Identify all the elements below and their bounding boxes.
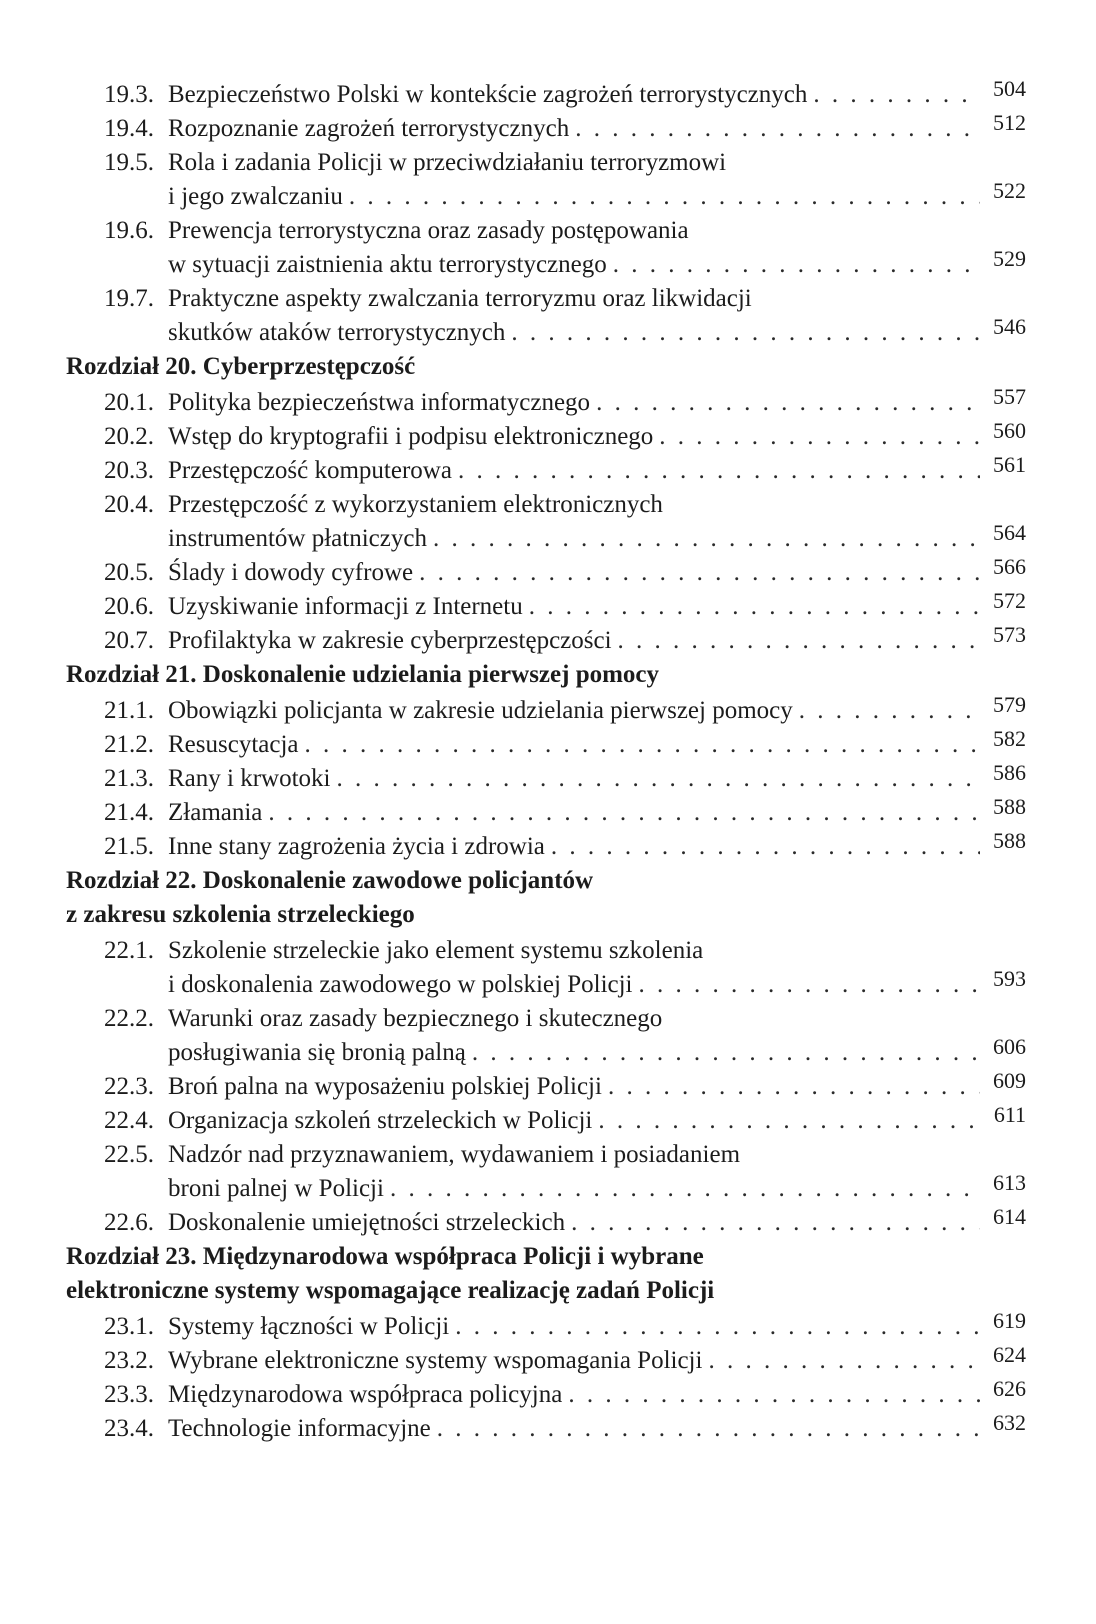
entry-number: 21.4. bbox=[104, 799, 154, 826]
toc-entry bbox=[66, 112, 1026, 146]
dot-leader bbox=[639, 968, 980, 1002]
entry-number: 20.2. bbox=[104, 423, 154, 450]
entry-number: 19.3. bbox=[104, 81, 154, 108]
entry-title-line: Przestępczość komputerowa bbox=[168, 457, 452, 484]
entry-title-line: w sytuacji zaistnienia aktu terrorystycznego bbox=[168, 251, 607, 278]
dot-leader bbox=[551, 830, 980, 864]
page-number: 586 bbox=[993, 760, 1026, 785]
chapter-heading bbox=[66, 864, 1026, 932]
table-of-contents bbox=[66, 78, 1026, 1446]
entry-title-row bbox=[168, 624, 1026, 658]
entry-number: 21.2. bbox=[104, 731, 154, 758]
toc-entry bbox=[66, 78, 1026, 112]
toc-section bbox=[66, 350, 1026, 658]
toc-entry bbox=[66, 386, 1026, 420]
entry-title-row bbox=[168, 590, 1026, 624]
chapter-heading-line: Rozdział 23. Międzynarodowa współpraca Policji i wybrane bbox=[66, 1243, 704, 1270]
entry-title-row bbox=[168, 830, 1026, 864]
entry-body bbox=[168, 1104, 1026, 1138]
entry-body bbox=[168, 590, 1026, 624]
entry-title-line: Resuscytacja bbox=[168, 731, 299, 758]
entry-body bbox=[168, 934, 1026, 1002]
entry-title-line: Warunki oraz zasady bezpiecznego i skutecznego bbox=[168, 1005, 663, 1032]
entry-title-row bbox=[168, 1036, 1026, 1070]
dot-leader bbox=[613, 248, 980, 282]
entry-body bbox=[168, 282, 1026, 350]
entry-body bbox=[168, 728, 1026, 762]
entry-title-row bbox=[168, 1172, 1026, 1206]
entry-title-row bbox=[168, 1310, 1026, 1344]
dot-leader bbox=[433, 522, 980, 556]
dot-leader bbox=[598, 1104, 980, 1138]
entry-title-line: Szkolenie strzeleckie jako element systemu szkolenia bbox=[168, 937, 704, 964]
dot-leader bbox=[596, 386, 980, 420]
entry-title-line: posługiwania się bronią palną bbox=[168, 1039, 466, 1066]
dot-leader bbox=[455, 1310, 980, 1344]
dot-leader bbox=[575, 112, 980, 146]
page-number: 588 bbox=[993, 828, 1026, 853]
toc-entry bbox=[66, 796, 1026, 830]
entry-body bbox=[168, 796, 1026, 830]
page-number: 546 bbox=[993, 314, 1026, 339]
entry-number: 22.3. bbox=[104, 1073, 154, 1100]
entry-title-row bbox=[168, 556, 1026, 590]
entry-number: 21.3. bbox=[104, 765, 154, 792]
toc-entry bbox=[66, 762, 1026, 796]
toc-entry bbox=[66, 1104, 1026, 1138]
entry-title-line: Polityka bezpieczeństwa informatycznego bbox=[168, 389, 591, 416]
toc-entry bbox=[66, 454, 1026, 488]
chapter-heading-line: Rozdział 20. Cyberprzestępczość bbox=[66, 353, 416, 380]
entry-title-row bbox=[168, 762, 1026, 796]
entry-number: 23.1. bbox=[104, 1313, 154, 1340]
dot-leader bbox=[437, 1412, 980, 1446]
page-number: 557 bbox=[993, 384, 1026, 409]
entry-title-row bbox=[168, 112, 1026, 146]
entry-number: 22.4. bbox=[104, 1107, 154, 1134]
entry-body bbox=[168, 146, 1026, 214]
entry-body bbox=[168, 488, 1026, 556]
toc-entry bbox=[66, 1344, 1026, 1378]
chapter-heading bbox=[66, 350, 1026, 384]
entry-number: 22.6. bbox=[104, 1209, 154, 1236]
entry-title-line: Przestępczość z wykorzystaniem elektronicznych bbox=[168, 491, 663, 518]
entry-title-line: Organizacja szkoleń strzeleckich w Policji bbox=[168, 1107, 593, 1134]
dot-leader bbox=[659, 420, 980, 454]
entry-number: 21.1. bbox=[104, 697, 154, 724]
page-number: 566 bbox=[993, 554, 1026, 579]
toc-entry bbox=[66, 1070, 1026, 1104]
dot-leader bbox=[813, 78, 980, 112]
page-number: 504 bbox=[993, 76, 1026, 101]
entry-title-line: Doskonalenie umiejętności strzeleckich bbox=[168, 1209, 566, 1236]
entry-body bbox=[168, 1310, 1026, 1344]
toc-entry bbox=[66, 934, 1026, 1002]
dot-leader bbox=[618, 624, 980, 658]
entry-title-line: Rany i krwotoki bbox=[168, 765, 331, 792]
dot-leader bbox=[511, 316, 980, 350]
page-number: 564 bbox=[993, 520, 1026, 545]
toc-entry bbox=[66, 1412, 1026, 1446]
entry-body bbox=[168, 112, 1026, 146]
page-number: 632 bbox=[993, 1410, 1026, 1435]
entry-title-line: Złamania bbox=[168, 799, 263, 826]
entry-title-row bbox=[168, 1206, 1026, 1240]
entry-body bbox=[168, 386, 1026, 420]
page-number: 522 bbox=[993, 178, 1026, 203]
entry-number: 22.5. bbox=[104, 1141, 154, 1168]
entry-number: 23.2. bbox=[104, 1347, 154, 1374]
page-number: 512 bbox=[993, 110, 1026, 135]
page-number: 611 bbox=[993, 1102, 1026, 1127]
page-number: 609 bbox=[993, 1068, 1026, 1093]
toc-entry bbox=[66, 590, 1026, 624]
dot-leader bbox=[799, 694, 980, 728]
dot-leader bbox=[608, 1070, 980, 1104]
toc-entry bbox=[66, 488, 1026, 556]
entry-title-line: Prewencja terrorystyczna oraz zasady postępowania bbox=[168, 217, 689, 244]
entry-title-row bbox=[168, 522, 1026, 556]
entry-title-row bbox=[168, 180, 1026, 214]
entry-number: 20.6. bbox=[104, 593, 154, 620]
entry-title-row bbox=[168, 1104, 1026, 1138]
dot-leader bbox=[458, 454, 980, 488]
entry-number: 23.4. bbox=[104, 1415, 154, 1442]
dot-leader bbox=[472, 1036, 980, 1070]
page-number: 579 bbox=[993, 692, 1026, 717]
entry-title-line: Rozpoznanie zagrożeń terrorystycznych bbox=[168, 115, 570, 142]
dot-leader bbox=[349, 180, 980, 214]
dot-leader bbox=[419, 556, 980, 590]
toc-entry bbox=[66, 214, 1026, 282]
page-number: 588 bbox=[993, 794, 1026, 819]
dot-leader bbox=[305, 728, 980, 762]
dot-leader bbox=[708, 1344, 980, 1378]
entry-body bbox=[168, 1002, 1026, 1070]
page-number: 613 bbox=[993, 1170, 1026, 1195]
dot-leader bbox=[390, 1172, 980, 1206]
chapter-heading bbox=[66, 658, 1026, 692]
toc-entry bbox=[66, 1138, 1026, 1206]
chapter-heading-line: elektroniczne systemy wspomagające realizację zadań Policji bbox=[66, 1277, 715, 1304]
entry-title-row bbox=[168, 968, 1026, 1002]
entry-number: 19.6. bbox=[104, 217, 154, 244]
toc-section bbox=[66, 658, 1026, 864]
entry-title-line: Nadzór nad przyznawaniem, wydawaniem i posiadaniem bbox=[168, 1141, 741, 1168]
entry-title-line: Ślady i dowody cyfrowe bbox=[168, 559, 414, 586]
toc-entry bbox=[66, 694, 1026, 728]
entry-title-row bbox=[168, 316, 1026, 350]
toc-entry bbox=[66, 1310, 1026, 1344]
page-number: 529 bbox=[993, 246, 1026, 271]
page-number: 582 bbox=[993, 726, 1026, 751]
toc-entry bbox=[66, 1378, 1026, 1412]
page-number: 626 bbox=[993, 1376, 1026, 1401]
chapter-heading-line: Rozdział 21. Doskonalenie udzielania pierwszej pomocy bbox=[66, 661, 660, 688]
entry-body bbox=[168, 214, 1026, 282]
page-number: 593 bbox=[993, 966, 1026, 991]
entry-body bbox=[168, 1138, 1026, 1206]
toc-entry bbox=[66, 830, 1026, 864]
chapter-heading-line: z zakresu szkolenia strzeleckiego bbox=[66, 901, 415, 928]
entry-title-line: i jego zwalczaniu bbox=[168, 183, 343, 210]
page-number: 624 bbox=[993, 1342, 1026, 1367]
page-number: 561 bbox=[993, 452, 1026, 477]
entry-number: 19.4. bbox=[104, 115, 154, 142]
toc-section bbox=[66, 1240, 1026, 1446]
dot-leader bbox=[268, 796, 980, 830]
entry-title-line: Obowiązki policjanta w zakresie udzielania pierwszej pomocy bbox=[168, 697, 793, 724]
page-number: 573 bbox=[993, 622, 1026, 647]
entry-body bbox=[168, 556, 1026, 590]
entry-title-line: Uzyskiwanie informacji z Internetu bbox=[168, 593, 523, 620]
entry-title-line: Technologie informacyjne bbox=[168, 1415, 431, 1442]
entry-title-line: Profilaktyka w zakresie cyberprzestępczości bbox=[168, 627, 612, 654]
toc-section bbox=[66, 864, 1026, 1240]
page-number: 619 bbox=[993, 1308, 1026, 1333]
entry-title-line: instrumentów płatniczych bbox=[168, 525, 427, 552]
entry-title-row bbox=[168, 796, 1026, 830]
toc-entry bbox=[66, 1206, 1026, 1240]
chapter-heading bbox=[66, 1240, 1026, 1308]
entry-title-line: Wybrane elektroniczne systemy wspomagania Policji bbox=[168, 1347, 703, 1374]
entry-title-line: Systemy łączności w Policji bbox=[168, 1313, 450, 1340]
entry-title-row bbox=[168, 1412, 1026, 1446]
entry-title-line: Bezpieczeństwo Polski w kontekście zagrożeń terrorystycznych bbox=[168, 81, 808, 108]
entry-title-row bbox=[168, 1070, 1026, 1104]
dot-leader bbox=[337, 762, 981, 796]
page-number: 560 bbox=[993, 418, 1026, 443]
entry-title-line: Międzynarodowa współpraca policyjna bbox=[168, 1381, 563, 1408]
entry-body bbox=[168, 694, 1026, 728]
entry-number: 19.7. bbox=[104, 285, 154, 312]
toc-entry bbox=[66, 146, 1026, 214]
entry-title-line: Wstęp do kryptografii i podpisu elektronicznego bbox=[168, 423, 654, 450]
entry-number: 21.5. bbox=[104, 833, 154, 860]
entry-body bbox=[168, 1412, 1026, 1446]
entry-number: 20.3. bbox=[104, 457, 154, 484]
entry-body bbox=[168, 454, 1026, 488]
entry-title-row bbox=[168, 1378, 1026, 1412]
entry-number: 23.3. bbox=[104, 1381, 154, 1408]
toc-entry bbox=[66, 282, 1026, 350]
entry-title-line: i doskonalenia zawodowego w polskiej Policji bbox=[168, 971, 633, 998]
entry-title-row bbox=[168, 1344, 1026, 1378]
entry-body bbox=[168, 1070, 1026, 1104]
entry-number: 22.2. bbox=[104, 1005, 154, 1032]
entry-body bbox=[168, 1378, 1026, 1412]
entry-body bbox=[168, 1206, 1026, 1240]
toc-entry bbox=[66, 1002, 1026, 1070]
page-number: 572 bbox=[993, 588, 1026, 613]
chapter-heading-line: Rozdział 22. Doskonalenie zawodowe policjantów bbox=[66, 867, 594, 894]
entry-title-line: skutków ataków terrorystycznych bbox=[168, 319, 506, 346]
entry-number: 20.4. bbox=[104, 491, 154, 518]
entry-title-line: Inne stany zagrożenia życia i zdrowia bbox=[168, 833, 545, 860]
entry-number: 19.5. bbox=[104, 149, 154, 176]
entry-title-line: Praktyczne aspekty zwalczania terroryzmu oraz likwidacji bbox=[168, 285, 752, 312]
entry-title-line: Broń palna na wyposażeniu polskiej Policji bbox=[168, 1073, 602, 1100]
entry-title-row bbox=[168, 420, 1026, 454]
entry-body bbox=[168, 420, 1026, 454]
entry-title-row bbox=[168, 78, 1026, 112]
entry-title-row bbox=[168, 454, 1026, 488]
dot-leader bbox=[529, 590, 980, 624]
entry-title-row bbox=[168, 728, 1026, 762]
entry-title-line: broni palnej w Policji bbox=[168, 1175, 384, 1202]
dot-leader bbox=[571, 1206, 980, 1240]
toc-entry bbox=[66, 624, 1026, 658]
toc-entry bbox=[66, 728, 1026, 762]
entry-body bbox=[168, 78, 1026, 112]
page-number: 614 bbox=[993, 1204, 1026, 1229]
entry-body bbox=[168, 762, 1026, 796]
entry-title-row bbox=[168, 386, 1026, 420]
entry-body bbox=[168, 830, 1026, 864]
entry-title-row bbox=[168, 694, 1026, 728]
entry-number: 20.1. bbox=[104, 389, 154, 416]
page-number: 606 bbox=[993, 1034, 1026, 1059]
entry-number: 22.1. bbox=[104, 937, 154, 964]
toc-entry bbox=[66, 420, 1026, 454]
toc-section bbox=[66, 78, 1026, 350]
entry-title-line: Rola i zadania Policji w przeciwdziałaniu terroryzmowi bbox=[168, 149, 727, 176]
entry-number: 20.7. bbox=[104, 627, 154, 654]
dot-leader bbox=[568, 1378, 980, 1412]
entry-body bbox=[168, 1344, 1026, 1378]
toc-entry bbox=[66, 556, 1026, 590]
entry-body bbox=[168, 624, 1026, 658]
entry-number: 20.5. bbox=[104, 559, 154, 586]
entry-title-row bbox=[168, 248, 1026, 282]
